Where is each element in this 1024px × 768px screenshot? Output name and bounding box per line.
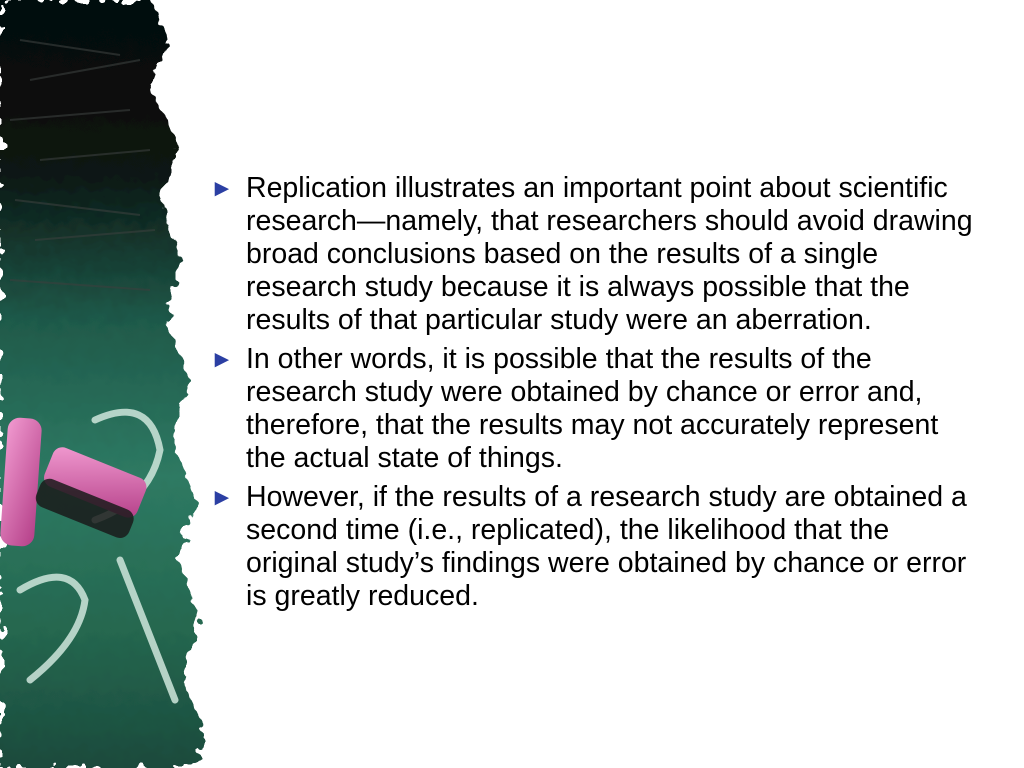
bullet-text: However, if the results of a research study are obtained a second time (i.e., replicated), the likelihood that the original study’s findings were obtained by chance or error is greatly reduced. <box>246 481 967 612</box>
triangle-bullet-icon: ► <box>210 346 234 373</box>
bullet-item <box>210 172 980 337</box>
bullet-text: Replication illustrates an important point about scientific research—namely, that researchers should avoid drawing broad conclusions based on the results of a single research study because it is always possible that the results of that particular study were an aberration. <box>246 172 973 336</box>
bullet-item <box>210 481 980 613</box>
triangle-bullet-icon: ► <box>210 175 234 202</box>
triangle-bullet-icon: ► <box>210 484 234 511</box>
bullet-item <box>210 343 980 475</box>
bullet-list <box>210 172 980 619</box>
bullet-text: In other words, it is possible that the results of the research study were obtained by chance or error and, therefore, that the results may not accurately represent the actual state of things. <box>246 343 939 474</box>
